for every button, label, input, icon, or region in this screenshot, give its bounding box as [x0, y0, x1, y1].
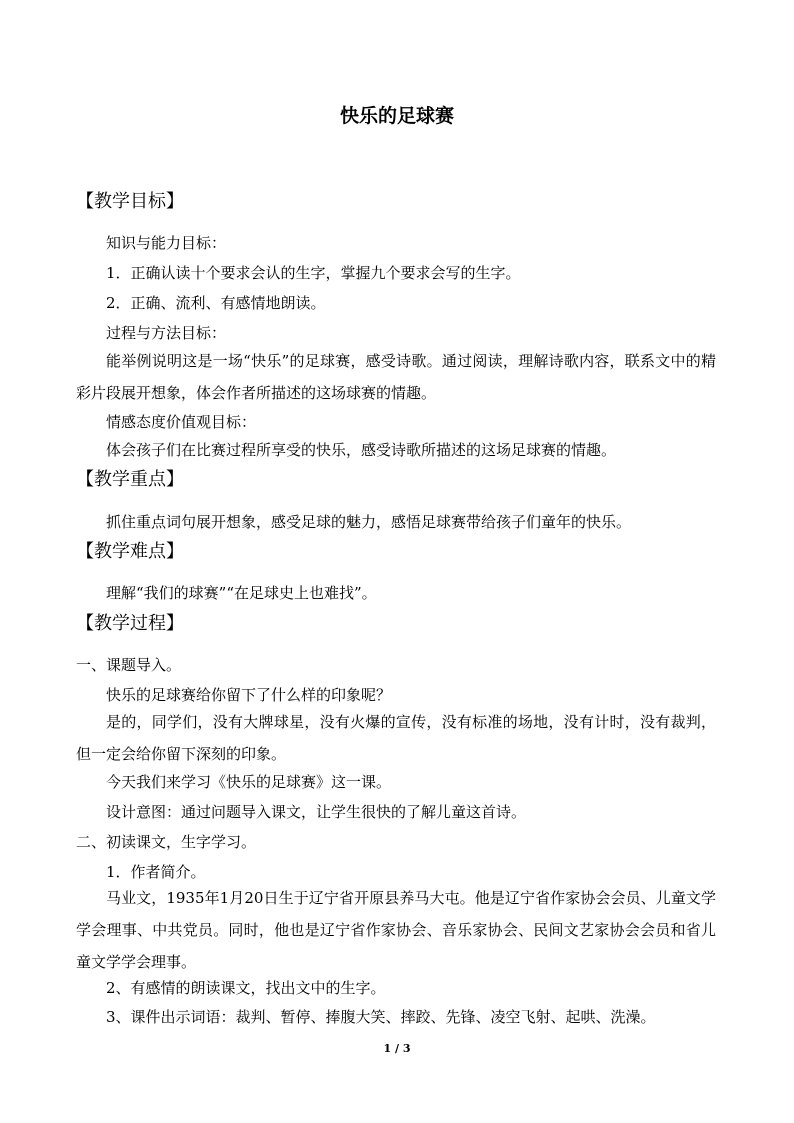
goals-line-3: 2．正确、流利、有感情地朗读。 — [106, 294, 326, 312]
goals-line-6: 情感态度价值观目标： — [106, 413, 257, 431]
section-heading-goals: 【教学目标】 — [76, 191, 184, 212]
document-title: 快乐的足球赛 — [339, 105, 454, 127]
process-line-9: 2、有感情的朗读课文，找出文中的生字。 — [106, 979, 386, 997]
goals-line-7: 体会孩子们在比赛过程所享受的快乐，感受诗歌所描述的这场足球赛的情趣。 — [106, 441, 617, 459]
process-line-2: 快乐的足球赛给你留下了什么样的印象呢？ — [106, 686, 392, 704]
process-line-7: 1．作者简介。 — [106, 863, 206, 881]
process-line-4: 今天我们来学习《快乐的足球赛》这一课。 — [106, 773, 392, 791]
goals-paragraph-method: 能举例说明这是一场“快乐”的足球赛，感受诗歌。通过阅读，理解诗歌内容，联系文中的精彩片段展开想象，体会作者所描述的这场球赛的情趣。 — [76, 352, 716, 402]
process-line-10: 3、课件出示词语：裁判、暂停、捧腹大笑、摔跤、先锋、凌空飞射、起哄、洗澡。 — [106, 1008, 656, 1026]
difficulties-text: 理解“我们的球赛”“在足球史上也难找”。 — [106, 584, 377, 602]
page-number: 1 / 3 — [383, 1042, 411, 1055]
section-heading-difficulties: 【教学难点】 — [76, 541, 184, 562]
process-line-6: 二、初读课文，生字学习。 — [76, 833, 257, 851]
section-heading-key-points: 【教学重点】 — [76, 469, 184, 490]
goals-line-1: 知识与能力目标： — [106, 234, 227, 252]
process-line-1: 一、课题导入。 — [76, 656, 182, 674]
section-heading-process: 【教学过程】 — [76, 613, 184, 634]
process-line-5: 设计意图：通过问题导入课文，让学生很快的了解儿童这首诗。 — [106, 803, 527, 821]
goals-line-4: 过程与方法目标： — [106, 324, 227, 342]
process-paragraph-intro: 是的，同学们，没有大牌球星，没有火爆的宣传，没有标准的场地，没有计时，没有裁判，但一定会给你留下深刻的印象。 — [76, 713, 716, 763]
key-points-text: 抓住重点词句展开想象，感受足球的魅力，感悟足球赛带给孩子们童年的快乐。 — [106, 513, 632, 531]
process-paragraph-author: 马业文，1935年1月20日生于辽宁省开原县养马大屯。他是辽宁省作家协会会员、儿童文学学会理事、中共党员。同时，他也是辽宁省作家协会、音乐家协会、民间文艺家协会会员和省儿童文学学会理事。 — [76, 889, 716, 971]
goals-line-2: 1．正确认读十个要求会认的生字，掌握九个要求会写的生字。 — [106, 264, 521, 282]
